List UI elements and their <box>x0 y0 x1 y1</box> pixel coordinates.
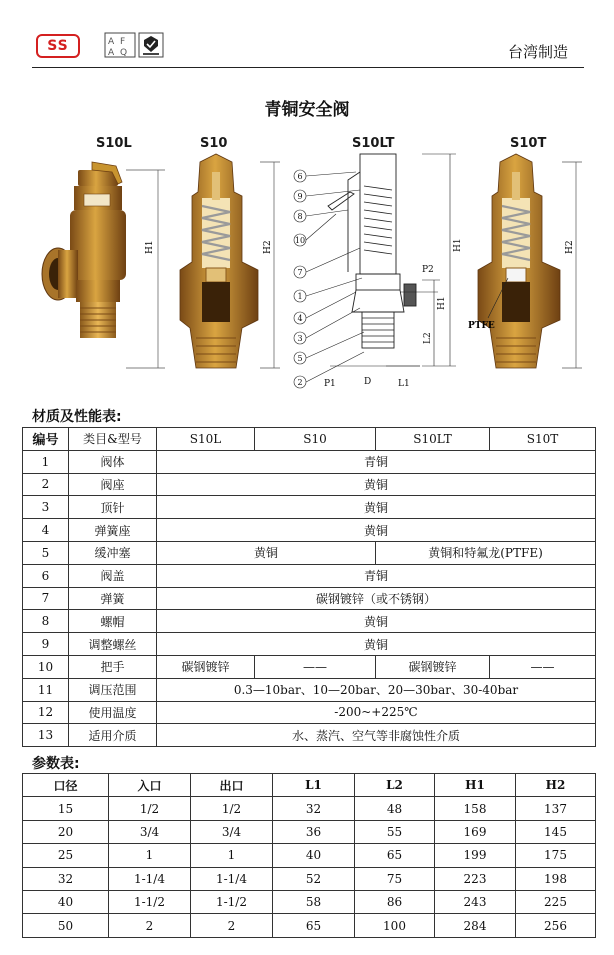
table-cell: 284 <box>435 914 516 937</box>
table-header-row <box>23 428 596 451</box>
table-cell: 75 <box>355 867 435 890</box>
valve-s10-cutaway <box>180 154 280 368</box>
part-name: 缓冲塞 <box>69 541 157 564</box>
materials-table <box>22 427 596 747</box>
table-cell: 36 <box>273 820 355 843</box>
table-row <box>23 473 596 496</box>
table-cell: 2 <box>109 914 191 937</box>
cert-letter: A <box>108 37 115 47</box>
row-number: 13 <box>23 724 69 747</box>
dim-label: P2 <box>422 265 434 275</box>
part-name: 调压范围 <box>69 678 157 701</box>
table-cell: 58 <box>273 890 355 913</box>
materials-heading: 材质及性能表: <box>32 409 122 425</box>
cert-letter: F <box>120 37 126 47</box>
table-cell: 1-1/4 <box>109 867 191 890</box>
table-cell: 256 <box>516 914 596 937</box>
material-value: —— <box>255 655 376 678</box>
model-label-s10t: S10T <box>510 136 547 151</box>
table-cell: 137 <box>516 797 596 820</box>
params-heading: 参数表: <box>32 756 80 772</box>
valve-s10l-photo <box>42 162 165 368</box>
callout-number: 5 <box>297 354 303 363</box>
column-header: 编号 <box>23 428 69 451</box>
model-label-s10: S10 <box>200 136 228 151</box>
row-number: 6 <box>23 564 69 587</box>
material-value: —— <box>490 655 596 678</box>
table-row <box>23 610 596 633</box>
row-number: 11 <box>23 678 69 701</box>
table-cell: 2 <box>191 914 273 937</box>
table-row <box>23 633 596 656</box>
table-row <box>23 867 596 890</box>
header-divider <box>32 67 584 68</box>
callout-number: 6 <box>297 172 303 181</box>
table-cell: 1-1/2 <box>109 890 191 913</box>
dim-label: D <box>364 377 372 387</box>
params-table <box>22 773 596 938</box>
table-row <box>23 519 596 542</box>
part-name: 弹簧座 <box>69 519 157 542</box>
table-row <box>23 890 596 913</box>
table-cell: 65 <box>355 844 435 867</box>
table-cell: 1 <box>191 844 273 867</box>
table-row <box>23 724 596 747</box>
page-title: 青铜安全阀 <box>264 100 350 120</box>
row-number: 7 <box>23 587 69 610</box>
model-label-s10l: S10L <box>96 136 132 151</box>
table-row <box>23 450 596 473</box>
column-header: 入口 <box>109 774 191 797</box>
table-cell: 223 <box>435 867 516 890</box>
material-value: 黄铜 <box>157 473 596 496</box>
column-header: H1 <box>435 774 516 797</box>
column-header: 类目&型号 <box>69 428 157 451</box>
product-images <box>30 132 590 398</box>
table-cell: 1/2 <box>191 797 273 820</box>
callout-number: 1 <box>297 292 303 301</box>
table-cell: 1/2 <box>109 797 191 820</box>
table-cell: 100 <box>355 914 435 937</box>
table-cell: 20 <box>23 820 109 843</box>
material-value: 碳钢镀锌（或不锈钢） <box>157 587 596 610</box>
row-number: 8 <box>23 610 69 633</box>
callout-number: 8 <box>297 212 303 221</box>
material-value: 碳钢镀锌 <box>376 655 490 678</box>
ptfe-label: PTFE <box>468 321 495 331</box>
table-cell: 145 <box>516 820 596 843</box>
dim-label: H2 <box>565 240 575 254</box>
part-name: 弹簧 <box>69 587 157 610</box>
valve-s10lt-drawing <box>294 154 463 389</box>
callout-number: 2 <box>297 378 303 387</box>
callout-number: 10 <box>294 236 306 245</box>
table-row <box>23 564 596 587</box>
dim-label: H1 <box>437 296 447 310</box>
callout-number: 7 <box>297 268 303 277</box>
table-cell: 86 <box>355 890 435 913</box>
table-cell: 15 <box>23 797 109 820</box>
table-cell: 1-1/4 <box>191 867 273 890</box>
table-cell: 3/4 <box>191 820 273 843</box>
table-cell: 243 <box>435 890 516 913</box>
material-value: 黄铜和特氟龙(PTFE) <box>376 541 596 564</box>
part-name: 把手 <box>69 655 157 678</box>
table-cell: 52 <box>273 867 355 890</box>
material-value: -200~+225℃ <box>157 701 596 724</box>
row-number: 3 <box>23 496 69 519</box>
table-row <box>23 541 596 564</box>
material-value: 黄铜 <box>157 610 596 633</box>
callout-number: 9 <box>297 192 303 201</box>
part-name: 适用介质 <box>69 724 157 747</box>
table-cell: 225 <box>516 890 596 913</box>
ss-logo: SS <box>36 34 80 58</box>
table-cell: 32 <box>273 797 355 820</box>
table-cell: 48 <box>355 797 435 820</box>
part-name: 螺帽 <box>69 610 157 633</box>
row-number: 5 <box>23 541 69 564</box>
column-header: S10T <box>490 428 596 451</box>
column-header: L1 <box>273 774 355 797</box>
certification-logo <box>104 32 166 58</box>
table-row <box>23 655 596 678</box>
table-cell: 50 <box>23 914 109 937</box>
material-value: 黄铜 <box>157 496 596 519</box>
dim-label: L1 <box>398 379 410 389</box>
table-header-row <box>23 774 596 797</box>
table-cell: 55 <box>355 820 435 843</box>
valve-s10t-cutaway <box>468 154 582 368</box>
material-value: 水、蒸汽、空气等非腐蚀性介质 <box>157 724 596 747</box>
table-row <box>23 678 596 701</box>
dim-label: H2 <box>263 240 273 254</box>
dim-label: H1 <box>145 240 155 254</box>
part-name: 阀座 <box>69 473 157 496</box>
table-cell: 175 <box>516 844 596 867</box>
column-header: 出口 <box>191 774 273 797</box>
row-number: 10 <box>23 655 69 678</box>
column-header: S10 <box>255 428 376 451</box>
material-value: 青铜 <box>157 450 596 473</box>
table-cell: 40 <box>23 890 109 913</box>
table-cell: 25 <box>23 844 109 867</box>
part-name: 顶针 <box>69 496 157 519</box>
part-name: 调整螺丝 <box>69 633 157 656</box>
cert-letter: Q <box>120 48 128 58</box>
material-value: 青铜 <box>157 564 596 587</box>
column-header: S10LT <box>376 428 490 451</box>
material-value: 黄铜 <box>157 541 376 564</box>
cert-letter: A <box>108 48 115 58</box>
table-row <box>23 701 596 724</box>
table-cell: 158 <box>435 797 516 820</box>
page-header <box>0 0 614 70</box>
callout-number: 3 <box>297 334 303 343</box>
table-cell: 1 <box>109 844 191 867</box>
row-number: 12 <box>23 701 69 724</box>
table-row <box>23 496 596 519</box>
part-name: 使用温度 <box>69 701 157 724</box>
table-row <box>23 844 596 867</box>
column-header: H2 <box>516 774 596 797</box>
column-header: 口径 <box>23 774 109 797</box>
material-value: 碳钢镀锌 <box>157 655 255 678</box>
part-name: 阀体 <box>69 450 157 473</box>
part-name: 阀盖 <box>69 564 157 587</box>
table-row <box>23 587 596 610</box>
callout-number: 4 <box>297 314 303 323</box>
material-value: 黄铜 <box>157 633 596 656</box>
made-in-label: 台湾制造 <box>507 43 568 61</box>
table-cell: 3/4 <box>109 820 191 843</box>
table-cell: 40 <box>273 844 355 867</box>
table-cell: 198 <box>516 867 596 890</box>
row-number: 9 <box>23 633 69 656</box>
table-cell: 169 <box>435 820 516 843</box>
table-row <box>23 914 596 937</box>
material-value: 0.3—10bar、10—20bar、20—30bar、30-40bar <box>157 678 596 701</box>
row-number: 1 <box>23 450 69 473</box>
row-number: 4 <box>23 519 69 542</box>
column-header: S10L <box>157 428 255 451</box>
table-cell: 65 <box>273 914 355 937</box>
row-number: 2 <box>23 473 69 496</box>
table-row <box>23 820 596 843</box>
table-cell: 32 <box>23 867 109 890</box>
model-label-s10lt: S10LT <box>352 136 395 151</box>
dim-label: P1 <box>324 379 336 389</box>
table-cell: 1-1/2 <box>191 890 273 913</box>
dim-label: H1 <box>453 238 463 252</box>
dim-label: L2 <box>423 332 433 344</box>
column-header: L2 <box>355 774 435 797</box>
table-row <box>23 797 596 820</box>
table-cell: 199 <box>435 844 516 867</box>
material-value: 黄铜 <box>157 519 596 542</box>
